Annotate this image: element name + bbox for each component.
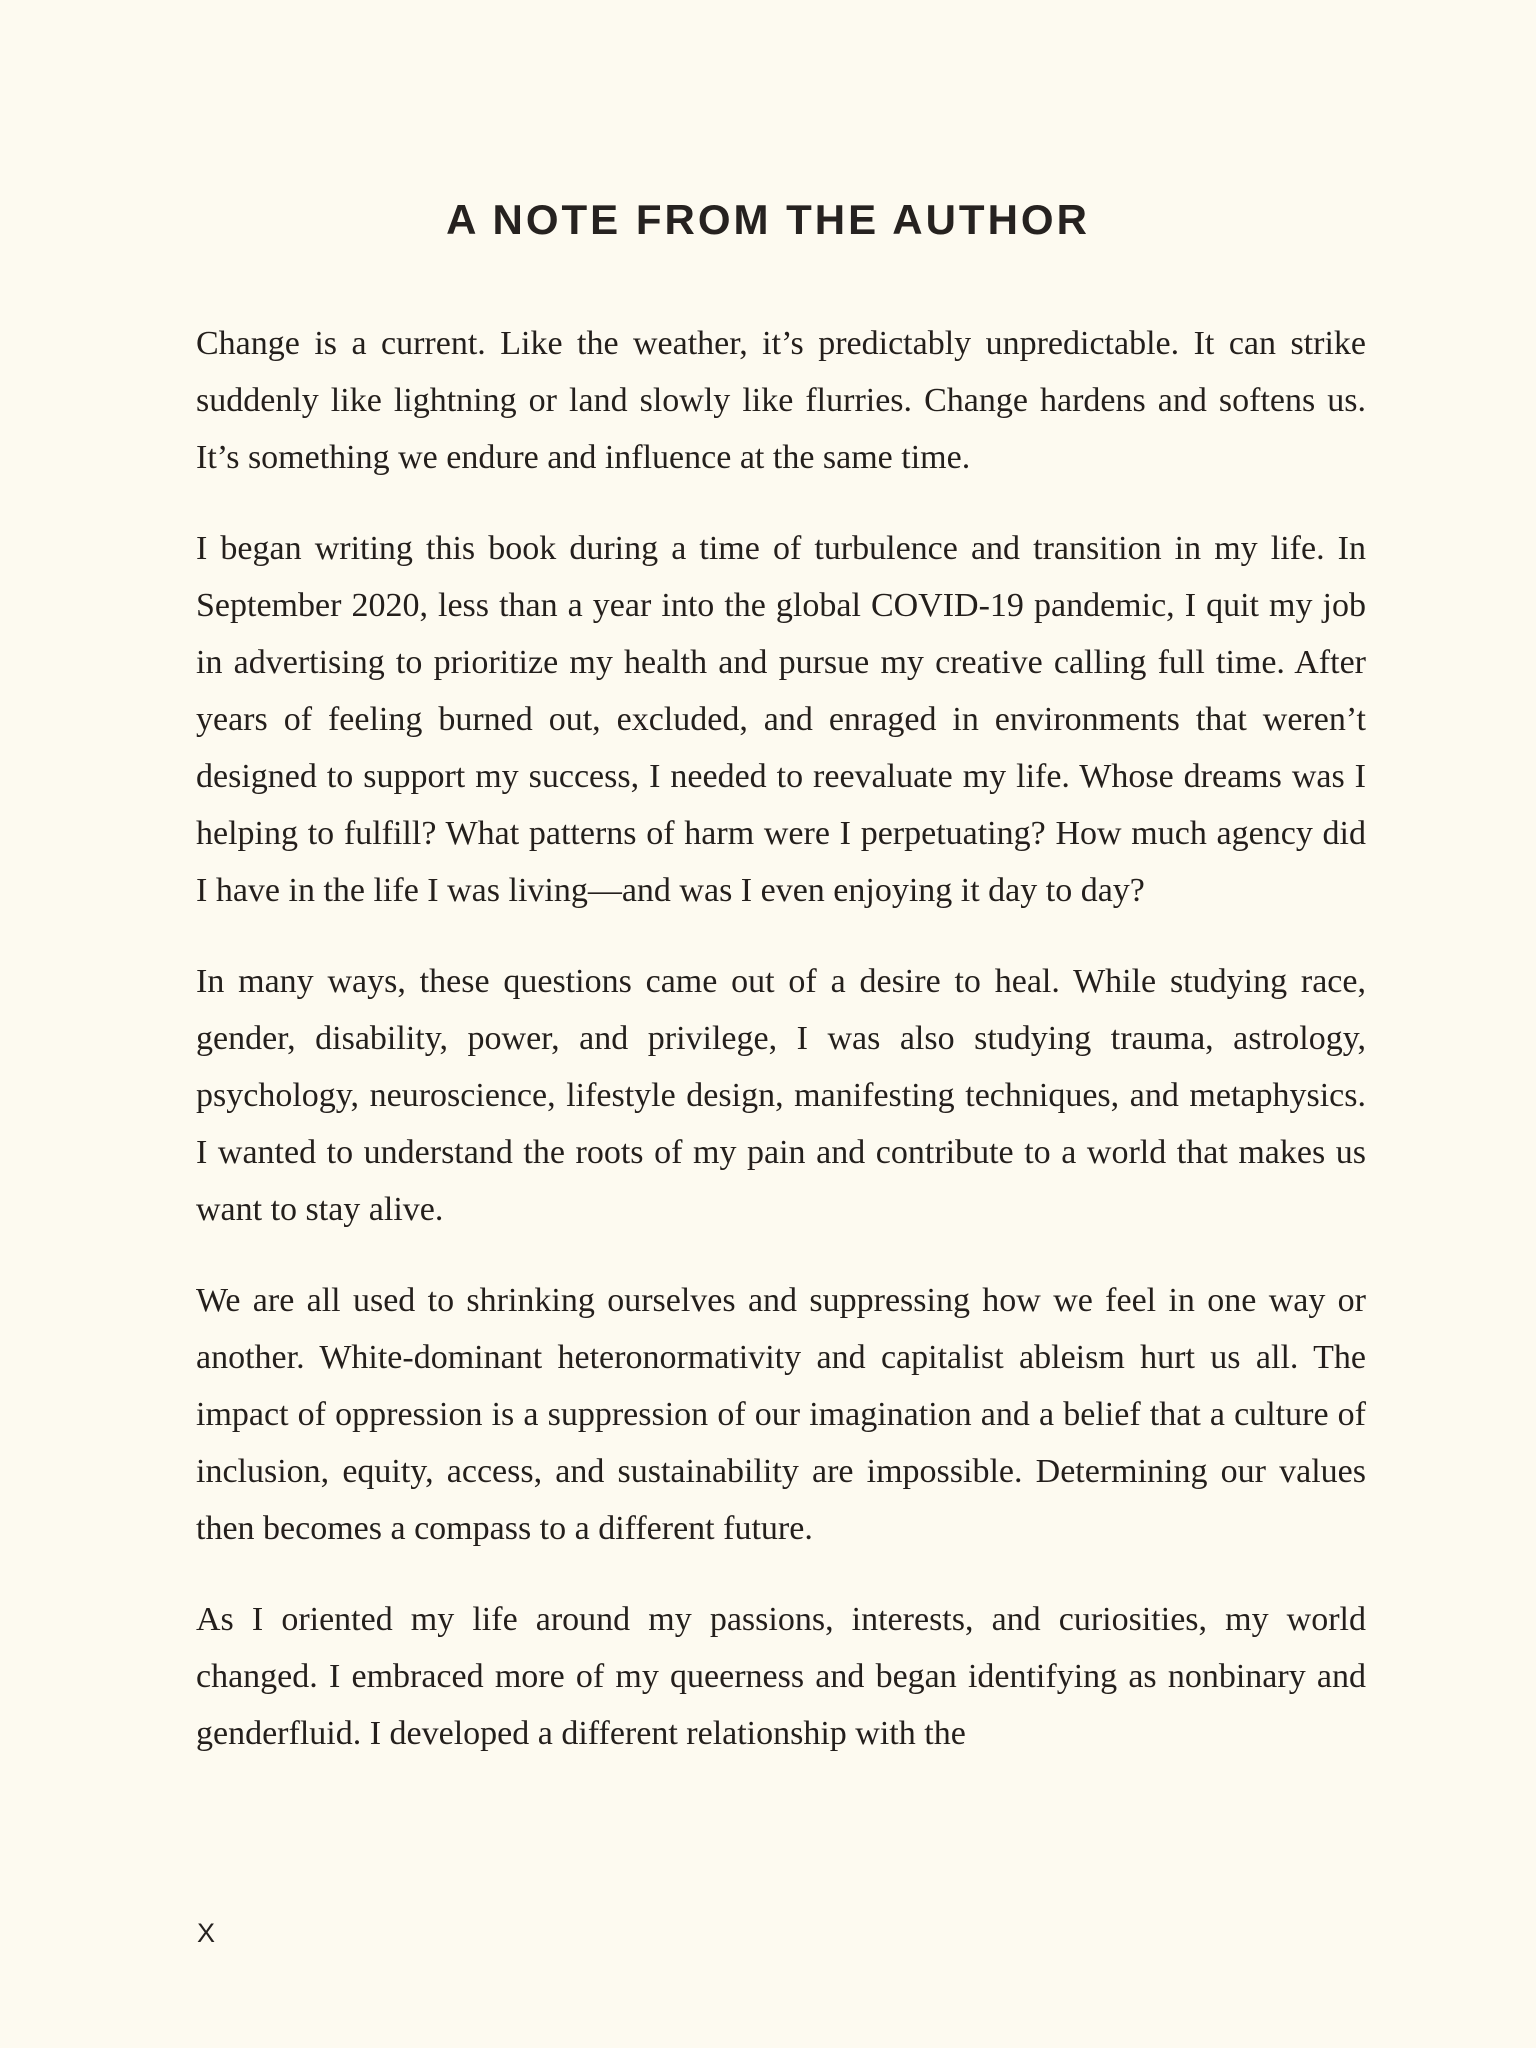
author-note-paragraph: I began writing this book during a time of turbulence and transition in my life. In September 2020, less than a year into the global COVID-19 pandemic, I quit my job in advertising to prioritize my health and pursue my creative calling full time. After years of feeling burned out, excluded, and enraged in environments that weren’t designed to support my success, I needed to reevaluate my life. Whose dreams was I helping to fulfill? What patterns of harm were I perpetuating? How much agency did I have in the life I was living—and was I even enjoying it day to day? bbox=[196, 530, 1366, 909]
author-note-paragraph: Change is a current. Like the weather, it’s predictably unpredictable. It can strike suddenly like lightning or land slowly like flurries. Change hardens and softens us. It’s something we endure and influence at the same time. bbox=[196, 325, 1366, 476]
page-title: A NOTE FROM THE AUTHOR bbox=[446, 196, 1090, 243]
author-note-paragraph: As I oriented my life around my passions, interests, and curiosities, my world changed. I embraced more of my queerness and began identifying as nonbinary and genderfluid. I developed a different relationship with the bbox=[196, 1601, 1366, 1752]
page-number: X bbox=[197, 1918, 216, 1948]
author-note-paragraph: We are all used to shrinking ourselves and suppressing how we feel in one way or another. White-dominant heteronormativity and capitalist ableism hurt us all. The impact of oppression is a suppression of our imagination and a belief that a culture of inclusion, equity, access, and sustainability are impossible. Determining our values then becomes a compass to a different future. bbox=[196, 1282, 1366, 1547]
author-note-paragraph: In many ways, these questions came out of a desire to heal. While studying race, gender, disability, power, and privilege, I was also studying trauma, astrology, psychology, neuroscience, lifestyle design, manifesting techniques, and metaphysics. I wanted to understand the roots of my pain and contribute to a world that makes us want to stay alive. bbox=[196, 963, 1366, 1228]
author-note-body bbox=[196, 315, 1366, 1762]
